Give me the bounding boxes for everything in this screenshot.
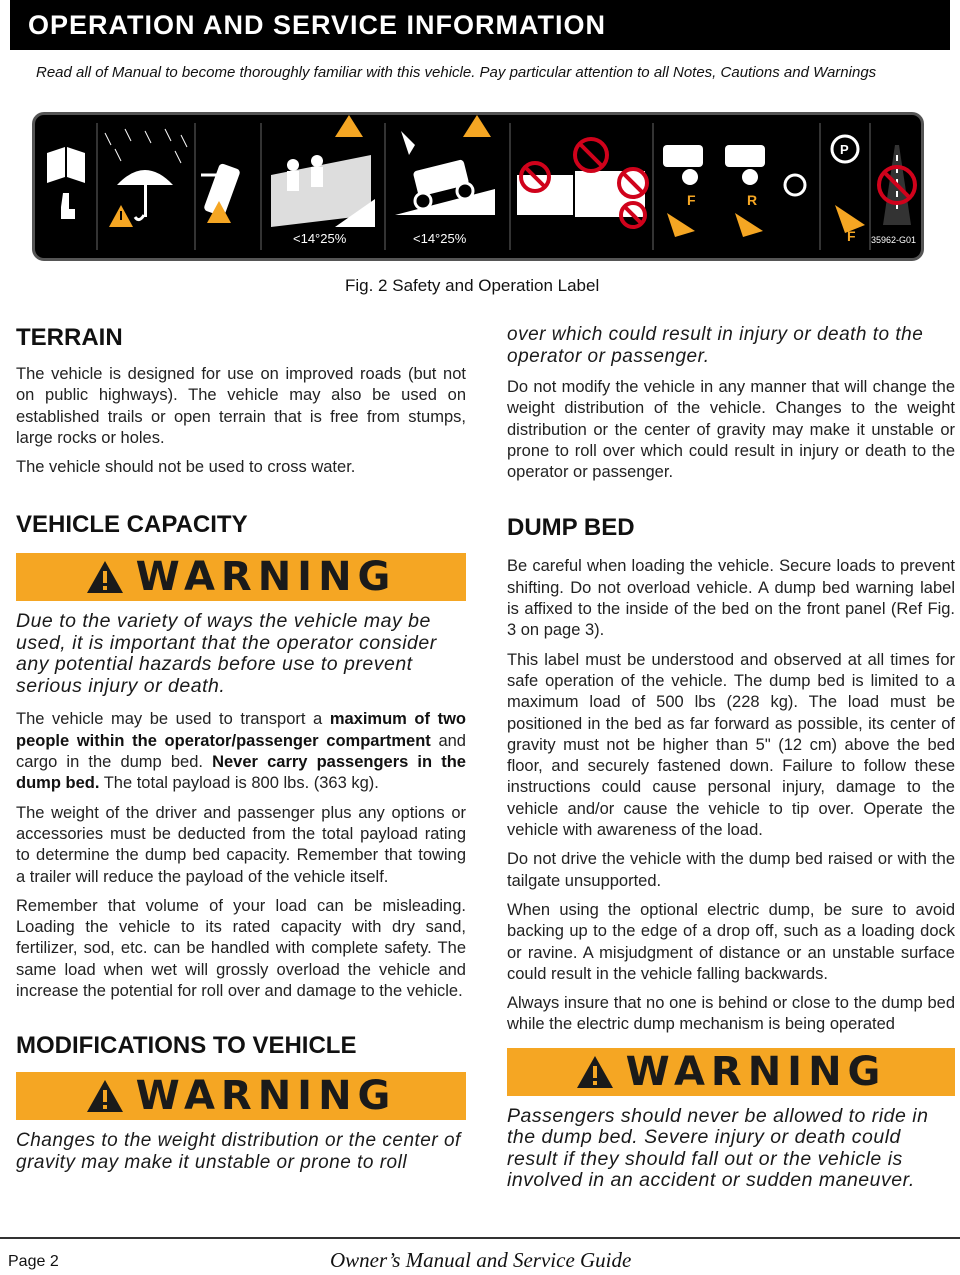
warning-label: WARNING: [135, 554, 397, 601]
safety-pictograms: [35, 115, 921, 258]
safety-operation-label: [32, 112, 924, 261]
vehicle-capacity-warning-banner: [16, 553, 466, 601]
modifications-heading: MODIFICATIONS TO VEHICLE: [16, 1032, 357, 1060]
vehicle-capacity-heading: VEHICLE CAPACITY: [16, 511, 248, 539]
intro-text: Read all of Manual to become thoroughly familiar with this vehicle. Pay particular attention to all Notes, Cautions and Warnings: [36, 64, 877, 81]
right-column: [507, 320, 955, 1192]
vc-p1-a: The vehicle may be used to transport a: [16, 710, 330, 729]
vehicle-capacity-paragraph-2: The weight of the driver and passenger plus any options or accessories must be deducted from the total payload rating to determine the dump bed capacity. Remember that towing a trailer will reduce the payload of the vehicle itself.: [16, 803, 466, 886]
vehicle-slope-icon: [395, 115, 495, 215]
slope-limit-2: <14°25%: [413, 231, 467, 246]
dump-bed-warning-text: Passengers should never be allowed to ride in the dump bed. Severe injury or death could result if they should fall out or the vehicle is involved in an accident or sudden maneuver.: [507, 1104, 929, 1192]
dump-bed-paragraph-3: Do not drive the vehicle with the dump bed raised or with the tailgate unsupported.: [507, 850, 955, 890]
dump-bed-heading: DUMP BED: [507, 514, 635, 542]
slope-limit-1: <14°25%: [293, 231, 347, 246]
terrain-paragraph-2: The vehicle should not be used to cross water.: [16, 458, 356, 477]
park-letter: P: [840, 142, 849, 157]
read-manual-icon: [47, 147, 85, 219]
warning-label: WARNING: [135, 1073, 397, 1120]
passenger-slope-icon: [271, 115, 375, 227]
no-flame-icon: [201, 163, 241, 223]
footer-guide-title: Owner’s Manual and Service Guide: [330, 1248, 632, 1272]
vehicle-capacity-warning-text: Due to the variety of ways the vehicle may be used, it is important that the operator consider any potential hazards before use to prevent serious injury or death.: [16, 610, 437, 697]
dump-bed-paragraph-1: Be careful when loading the vehicle. Secure loads to prevent shifting. Do not overload vehicle. A dump bed warning label is affixed to the inside of the bed on the front panel (Ref Fig. 3 on page 3).: [507, 557, 955, 640]
gear-reverse: R: [747, 192, 758, 208]
vc-p1-c: and cargo in the dump bed.: [16, 731, 466, 772]
vehicle-capacity-paragraph-3: Remember that volume of your load can be misleading. Loading the vehicle to its rated capacity with dry sand, fertilizer, sod, etc. can be handled with complete safety. The same load when wet will grossly overload the vehicle and increase the potential for roll over and damage to the vehicle.: [16, 896, 466, 1001]
dump-bed-paragraph-5: Always insure that no one is behind or close to the dump bed while the electric dump mechanism is being operated: [507, 994, 955, 1034]
dump-bed-paragraph-2: This label must be understood and observed at all times for safe operation of the vehicle. The dump bed is limited to a maximum load of 500 lbs (228 kg). The load must be positioned in the bed as far forward as possible, its center of gravity must not be higher than 5" (12 cm) above the bed floor, and securely fastened down. Failure to follow these instructions could cause personal injury, damage to the vehicle and/or cause the vehicle to tip over. Operate the vehicle with awareness of the load.: [507, 650, 955, 840]
gear-forward-1: F: [687, 192, 696, 208]
footer-divider: [0, 1237, 960, 1239]
no-public-road-icon: [879, 145, 915, 225]
dump-bed-warning-banner: [507, 1048, 955, 1096]
page-number: Page 2: [8, 1253, 59, 1270]
dump-bed-paragraph-4: When using the optional electric dump, be sure to avoid backing up to the edge of a drop off, such as a loading dock or ravine. A misjudgment of distance or an unstable surface could result in the vehicle falling backwards.: [507, 900, 955, 983]
modifications-warning-continued: over which could result in injury or death to the operator or passenger.: [507, 324, 924, 367]
vehicle-capacity-paragraph-1: [16, 709, 466, 794]
warning-label: WARNING: [625, 1048, 887, 1095]
no-riding-in-bed-icon: [517, 139, 647, 227]
umbrella-rain-icon: [105, 129, 187, 220]
warning-triangle-icon: [86, 559, 124, 595]
key-operation-icons: [663, 145, 805, 237]
figure-caption: Fig. 2 Safety and Operation Label: [345, 276, 600, 295]
hazard-warning-icon: [109, 205, 133, 227]
left-column: [16, 320, 466, 1173]
warning-triangle-icon: [576, 1054, 614, 1090]
vc-p1-d: Never carry passengers in the dump bed.: [16, 753, 466, 793]
terrain-paragraph-1: The vehicle is designed for use on improved roads (but not on public highways). The vehicle may also be used on established trails or open terrain that is free from stumps, large rocks or holes.: [16, 365, 466, 447]
page-title: OPERATION AND SERVICE INFORMATION: [28, 10, 607, 40]
vc-p1-b: maximum of two people within the operator/passenger compartment: [16, 710, 466, 750]
modifications-paragraph-1: Do not modify the vehicle in any manner that will change the weight distribution of the vehicle. Changes to the weight distribution or the center of gravity may make it unstable or prone to roll over which could result in injury or death to the operator or passenger.: [507, 378, 955, 482]
vc-p1-e: The total payload is 800 lbs. (363 kg).: [99, 774, 379, 793]
modifications-warning-text: Changes to the weight distribution or the center of gravity may make it unstable or prone to roll: [16, 1130, 461, 1173]
title-bar: [10, 0, 950, 50]
terrain-heading: TERRAIN: [16, 324, 123, 351]
label-part-number: 35962-G01: [871, 235, 917, 245]
warning-triangle-icon: [86, 1078, 124, 1114]
modifications-warning-banner: [16, 1072, 466, 1120]
gear-forward-2: F: [847, 228, 856, 244]
